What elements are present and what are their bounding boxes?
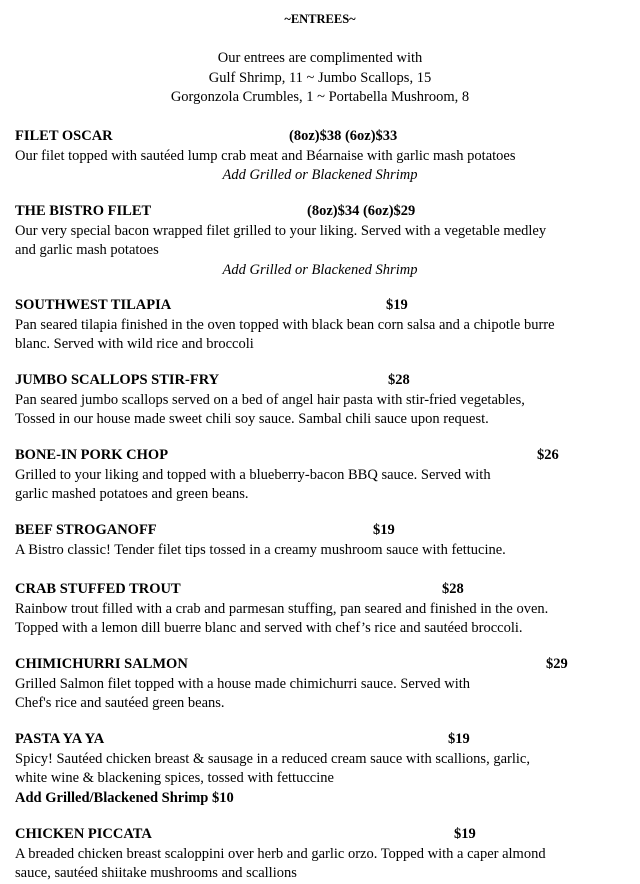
menu-item-price: (8oz)$34 (6oz)$29: [307, 203, 416, 219]
menu-item-price: $26: [537, 447, 559, 463]
menu-item-price: $28: [388, 372, 410, 388]
menu-item-description: garlic mashed potatoes and green beans.: [15, 486, 249, 502]
menu-item-price: $19: [373, 522, 395, 538]
menu-item-bistro-filet: [15, 202, 635, 280]
menu-item-price: $19: [386, 297, 408, 313]
menu-item-description: Chef's rice and sautéed green beans.: [15, 695, 225, 711]
entree-addons-intro: [0, 49, 640, 108]
menu-item-name: JUMBO SCALLOPS STIR-FRY: [15, 372, 220, 388]
menu-item-beef-stroganoff: [15, 521, 635, 560]
menu-item-price: $28: [442, 581, 464, 597]
menu-item-chicken-piccata: [15, 825, 635, 884]
menu-item-name: BEEF STROGANOFF: [15, 522, 157, 538]
menu-item-description: Our very special bacon wrapped filet grilled to your liking. Served with a vegetable medley: [15, 222, 547, 239]
menu-item-description: blanc. Served with wild rice and broccoli: [15, 336, 254, 352]
menu-item-name: FILET OSCAR: [15, 128, 113, 144]
menu-item-description: sauce, sautéed shiitake mushrooms and scallions: [15, 865, 297, 881]
menu-item-jumbo-scallops: [15, 371, 635, 430]
menu-item-description: A Bistro classic! Tender filet tips tossed in a creamy mushroom sauce with fettucine.: [15, 541, 506, 558]
menu-item-description: white wine & blackening spices, tossed with fettuccine: [15, 770, 334, 786]
menu-item-description: Our filet topped with sautéed lump crab meat and Béarnaise with garlic mash potatoes: [15, 147, 516, 164]
menu-item-crab-stuffed-trout: [15, 580, 635, 639]
menu-item-price: $29: [546, 656, 568, 672]
menu-item-description: Pan seared jumbo scallops served on a bed of angel hair pasta with stir-fried vegetables,: [15, 391, 525, 408]
menu-item-description: Spicy! Sautéed chicken breast & sausage in a reduced cream sauce with scallions, garlic,: [15, 750, 530, 767]
menu-item-pork-chop: [15, 446, 635, 505]
menu-item-name: SOUTHWEST TILAPIA: [15, 297, 172, 313]
menu-item-name: PASTA YA YA: [15, 731, 105, 747]
intro-line: Gulf Shrimp, 11 ~ Jumbo Scallops, 15: [208, 69, 432, 86]
menu-item-price: (8oz)$38 (6oz)$33: [289, 128, 398, 144]
menu-item-name: BONE-IN PORK CHOP: [15, 447, 169, 463]
intro-line: Gorgonzola Crumbles, 1 ~ Portabella Mushroom, 8: [170, 89, 470, 105]
menu-item-name: CRAB STUFFED TROUT: [15, 581, 181, 597]
menu-item-description: and garlic mash potatoes: [15, 242, 159, 258]
menu-item-name: CHIMICHURRI SALMON: [15, 656, 188, 672]
menu-item-description: A breaded chicken breast scaloppini over herb and garlic orzo. Topped with a caper almond: [15, 845, 546, 862]
menu-item-addon: Add Grilled or Blackened Shrimp: [222, 167, 418, 183]
menu-item-description: Rainbow trout filled with a crab and parmesan stuffing, pan seared and finished in the oven.: [15, 600, 549, 617]
menu-item-price: $19: [454, 826, 476, 842]
menu-item-southwest-tilapia: [15, 296, 635, 355]
menu-item-description: Topped with a lemon dill buerre blanc and served with chef’s rice and sautéed broccoli.: [15, 620, 523, 636]
menu-item-name: THE BISTRO FILET: [15, 203, 152, 219]
menu-section-heading: ~ENTREES~: [284, 12, 356, 26]
intro-line: Our entrees are complimented with: [217, 50, 423, 66]
menu-item-description: Grilled Salmon filet topped with a house made chimichurri sauce. Served with: [15, 675, 471, 692]
menu-item-chimichurri-salmon: [15, 655, 635, 714]
menu-item-addon: Add Grilled/Blackened Shrimp $10: [15, 789, 234, 806]
menu-item-filet-oscar: [15, 127, 635, 186]
menu-item-name: CHICKEN PICCATA: [15, 826, 152, 842]
menu-item-pasta-ya-ya: [15, 730, 635, 808]
menu-item-description: Tossed in our house made sweet chili soy sauce. Sambal chili sauce upon request.: [15, 411, 489, 427]
menu-item-addon: Add Grilled or Blackened Shrimp: [222, 261, 418, 278]
menu-item-description: Pan seared tilapia finished in the oven topped with black bean corn salsa and a chipotle burre: [15, 316, 555, 333]
menu-item-price: $19: [448, 731, 470, 747]
menu-item-description: Grilled to your liking and topped with a blueberry-bacon BBQ sauce. Served with: [15, 466, 491, 483]
